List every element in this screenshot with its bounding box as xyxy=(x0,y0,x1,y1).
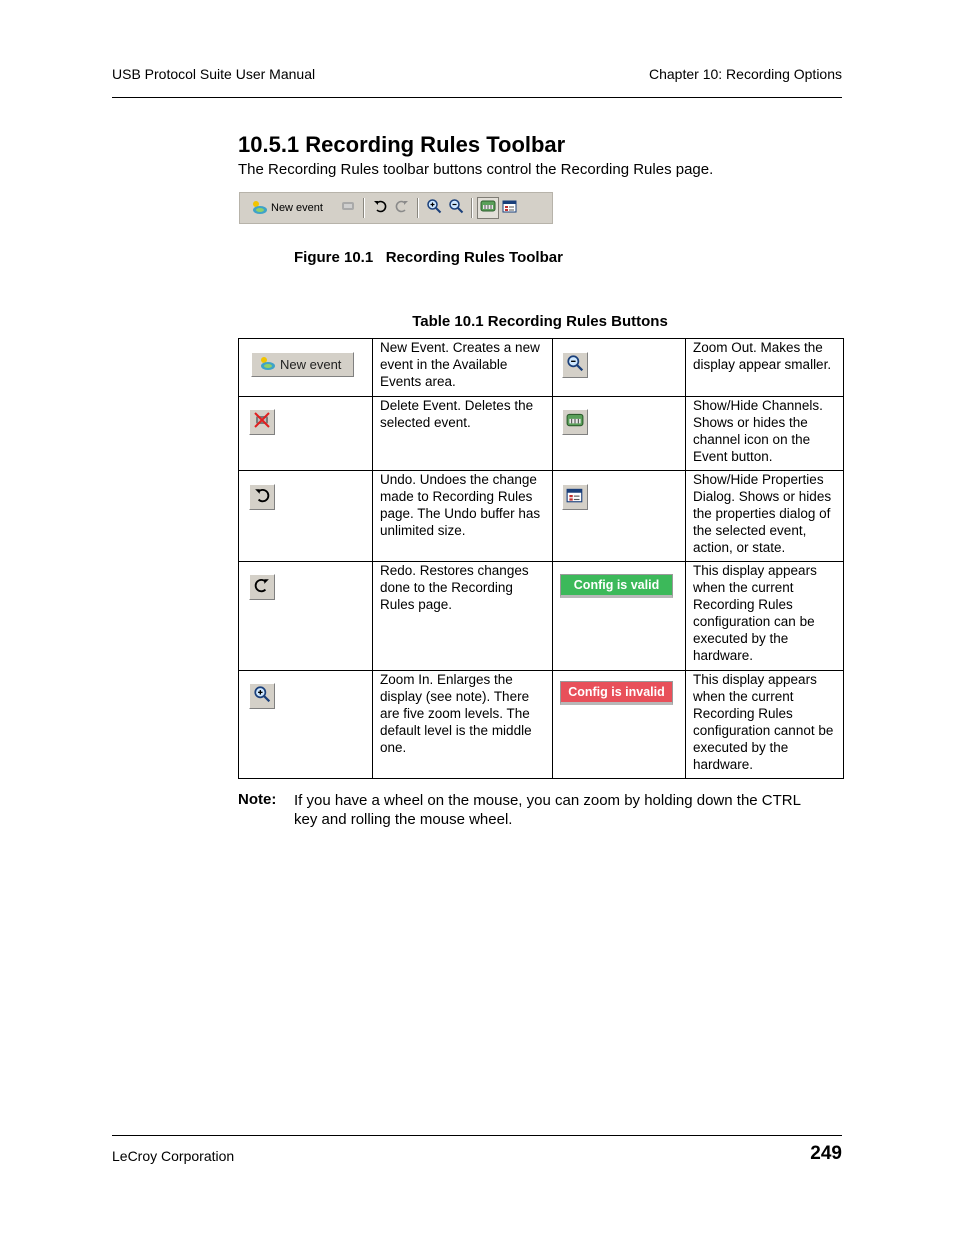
zoom-in-icon xyxy=(426,198,442,219)
table-cell-description: Show/Hide Properties Dialog. Shows or hides the properties dialog of the selected event, action, or state. xyxy=(686,471,844,562)
undo-icon xyxy=(373,199,387,218)
intro-paragraph: The Recording Rules toolbar buttons control the Recording Rules page. xyxy=(238,161,714,178)
show-hide-properties-icon xyxy=(502,198,518,219)
redo-icon xyxy=(395,199,409,218)
table-cell-description: Show/Hide Channels. Shows or hides the channel icon on the Event button. xyxy=(686,397,844,471)
zoom-in-icon xyxy=(253,685,271,707)
show-hide-channels-button-image xyxy=(562,409,588,435)
new-event-icon xyxy=(258,355,276,375)
new-event-button-label: New event xyxy=(280,357,342,372)
zoom-out-button-image xyxy=(562,352,588,378)
table-cell-icon xyxy=(239,339,373,397)
table-caption: Table 10.1 Recording Rules Buttons xyxy=(412,313,668,330)
table-cell-description: This display appears when the current Recording Rules configuration can be executed by the hardware. xyxy=(686,562,844,671)
toolbar-show-hide-properties-button xyxy=(499,197,521,219)
table-cell-icon xyxy=(239,471,373,562)
table-cell-icon xyxy=(553,397,686,471)
toolbar-delete-event-button xyxy=(337,197,359,219)
toolbar-new-event-button xyxy=(250,199,323,218)
recording-rules-toolbar-figure xyxy=(239,192,553,224)
toolbar-separator xyxy=(417,198,419,218)
undo-icon xyxy=(254,487,270,507)
page-number: 249 xyxy=(810,1143,842,1164)
toolbar-separator xyxy=(471,198,473,218)
toolbar-new-event-label: New event xyxy=(271,202,323,214)
footer-rule xyxy=(112,1135,842,1136)
config-valid-status: Config is valid xyxy=(560,574,673,598)
table-cell-icon xyxy=(239,562,373,671)
toolbar-show-hide-channels-button xyxy=(477,197,499,219)
section-title: 10.5.1 Recording Rules Toolbar xyxy=(238,132,566,157)
delete-event-icon xyxy=(253,411,271,433)
show-hide-channels-icon xyxy=(566,412,584,432)
note-text: If you have a wheel on the mouse, you can zoom by holding down the CTRL key and rolling the mouse wheel. xyxy=(294,792,801,828)
note-label: Note: xyxy=(238,791,277,808)
config-invalid-status: Config is invalid xyxy=(560,681,673,705)
table-cell-icon xyxy=(553,471,686,562)
footer-company: LeCroy Corporation xyxy=(112,1148,235,1164)
table-row xyxy=(239,339,844,397)
table-cell-description: Undo. Undoes the change made to Recording Rules page. The Undo buffer has unlimited size. xyxy=(373,471,553,562)
table-row xyxy=(239,671,844,779)
zoom-out-icon xyxy=(566,354,584,376)
new-event-button-image xyxy=(251,352,354,377)
undo-button-image xyxy=(249,484,275,510)
table-cell-icon xyxy=(553,339,686,397)
show-hide-properties-button-image xyxy=(562,484,588,510)
zoom-in-button-image xyxy=(249,683,275,709)
delete-event-icon xyxy=(340,199,356,218)
table-cell-description: Redo. Restores changes done to the Recording Rules page. xyxy=(373,562,553,671)
table-cell-icon xyxy=(553,562,686,671)
table-cell-description: Zoom Out. Makes the display appear smaller. xyxy=(686,339,844,397)
running-header-right: Chapter 10: Recording Options xyxy=(649,66,842,82)
redo-button-image xyxy=(249,574,275,600)
table-cell-description: Zoom In. Enlarges the display (see note). There are five zoom levels. The default level is the middle one. xyxy=(373,671,553,779)
show-hide-properties-icon xyxy=(566,486,584,508)
delete-event-button-image xyxy=(249,409,275,435)
header-rule xyxy=(112,97,842,98)
toolbar-zoom-in-button xyxy=(423,197,445,219)
table-cell-description: This display appears when the current Recording Rules configuration cannot be executed by the hardware. xyxy=(686,671,844,779)
table-cell-icon xyxy=(239,397,373,471)
toolbar-redo-button xyxy=(391,197,413,219)
recording-rules-buttons-table xyxy=(238,338,844,779)
table-row xyxy=(239,562,844,671)
figure-caption: Figure 10.1 Recording Rules Toolbar xyxy=(294,249,563,266)
show-hide-channels-icon xyxy=(480,199,496,218)
zoom-out-icon xyxy=(448,198,464,219)
table-cell-description: New Event. Creates a new event in the Available Events area. xyxy=(373,339,553,397)
redo-icon xyxy=(254,577,270,597)
table-row xyxy=(239,397,844,471)
table-row xyxy=(239,471,844,562)
running-header-left: USB Protocol Suite User Manual xyxy=(112,66,316,82)
table-cell-icon xyxy=(553,671,686,779)
toolbar-zoom-out-button xyxy=(445,197,467,219)
new-event-icon xyxy=(250,199,268,218)
toolbar-undo-button xyxy=(369,197,391,219)
toolbar-separator xyxy=(363,198,365,218)
table-cell-icon xyxy=(239,671,373,779)
table-cell-description: Delete Event. Deletes the selected event. xyxy=(373,397,553,471)
